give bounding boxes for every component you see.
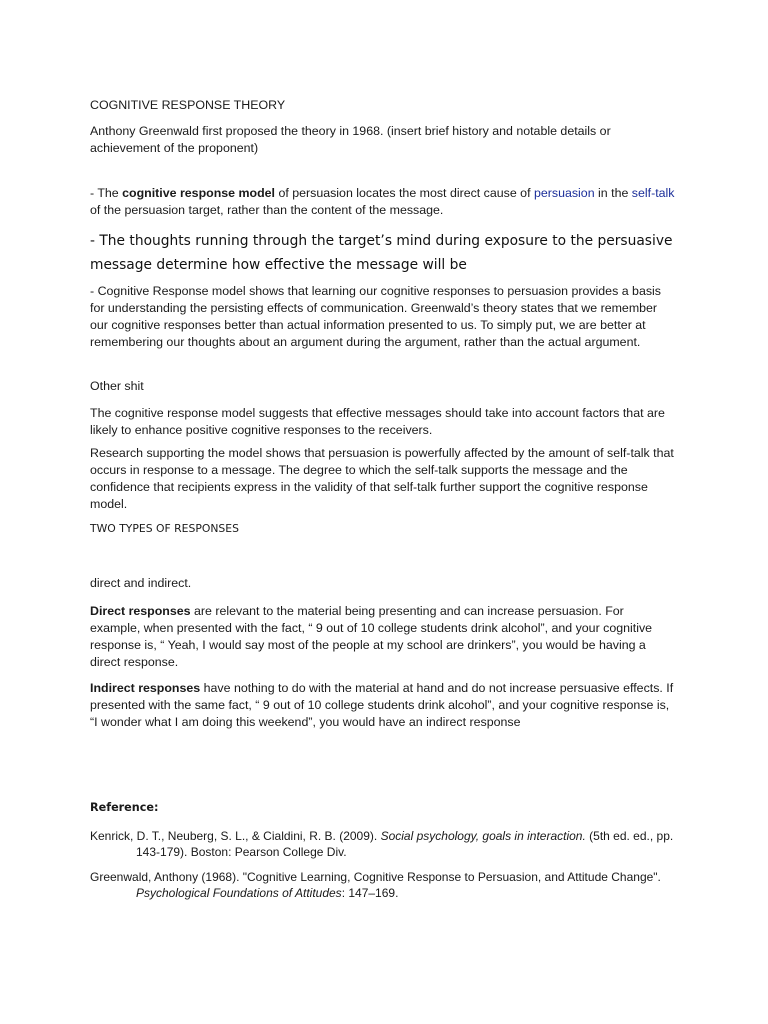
- reference-book-title: Psychological Foundations of Attitudes: [136, 886, 342, 900]
- model-bold-term: cognitive response model: [122, 186, 275, 200]
- reference-authors: Greenwald, Anthony (1968). "Cognitive Learning, Cognitive Response to Persuasion, and Attitude Change".: [90, 870, 661, 884]
- reference-item: [90, 828, 676, 860]
- self-talk-link[interactable]: self-talk: [631, 186, 675, 200]
- suggest-paragraph: The cognitive response model suggests that effective messages should take into account factors that are likely to enhance positive cognitive responses to the receivers.: [90, 406, 665, 437]
- reference-book-title: Social psychology, goals in interaction.: [380, 829, 586, 843]
- document-title: COGNITIVE RESPONSE THEORY: [90, 98, 286, 112]
- intro-paragraph: Anthony Greenwald first proposed the theory in 1968. (insert brief history and notable details or achievement of the proponent): [90, 124, 611, 155]
- reference-details: : 147–169.: [341, 886, 399, 900]
- direct-bold-term: Direct responses: [90, 604, 191, 618]
- reference-heading: Reference:: [90, 801, 159, 814]
- reference-item: [90, 869, 676, 901]
- thoughts-paragraph: - The thoughts running through the target’s mind during exposure to the persuasive message determine how effective the message will be: [90, 233, 673, 273]
- model-mid1: of persuasion locates the most direct cause of: [275, 186, 534, 200]
- indirect-paragraph: [90, 680, 676, 731]
- model-prefix: - The: [90, 186, 123, 200]
- types-line: direct and indirect.: [90, 576, 192, 590]
- persuasion-link[interactable]: persuasion: [533, 186, 595, 200]
- indirect-text: have nothing to do with the material at hand and do not increase persuasive effects. If presented with the same fact, “ 9 out of 10 college students drink alcohol”, and your cognitive response is, “I wonder what I am doing this weekend”, you would have an indirect response: [90, 681, 674, 729]
- indirect-bold-term: Indirect responses: [90, 681, 201, 695]
- model-paragraph: [90, 185, 676, 219]
- model-mid2: in the: [594, 186, 632, 200]
- research-paragraph: Research supporting the model shows that persuasion is powerfully affected by the amount of self-talk that occurs in response to a message. The degree to which the self-talk supports the message and the confidence that recipients express in the validity of that self-talk further support the cognitive response model.: [90, 446, 674, 511]
- reference-authors: Kenrick, D. T., Neuberg, S. L., & Cialdini, R. B. (2009).: [90, 829, 381, 843]
- basis-paragraph: - Cognitive Response model shows that learning our cognitive responses to persuasion provides a basis for understanding the persisting effects of communication. Greenwald’s theory states that we remember our cognitive responses better than actual information presented to us. To simply put, we are better at remembering our thoughts about an argument during the argument, rather than the actual argument.: [90, 284, 661, 349]
- other-label: Other shit: [90, 379, 144, 393]
- reference-details: (5th ed. ed., pp. 143-179). Boston: Pearson College Div.: [136, 829, 674, 859]
- types-heading: TWO TYPES OF RESPONSES: [90, 522, 239, 535]
- model-suffix: of the persuasion target, rather than the content of the message.: [90, 203, 444, 217]
- direct-text: are relevant to the material being presenting and can increase persuasion. For example, when presented with the fact, “ 9 out of 10 college students drink alcohol”, and your cognitive response is, “ Yeah, I would say most of the people at my school are drinkers”, you would be having a direct response.: [90, 604, 653, 669]
- direct-paragraph: [90, 603, 676, 671]
